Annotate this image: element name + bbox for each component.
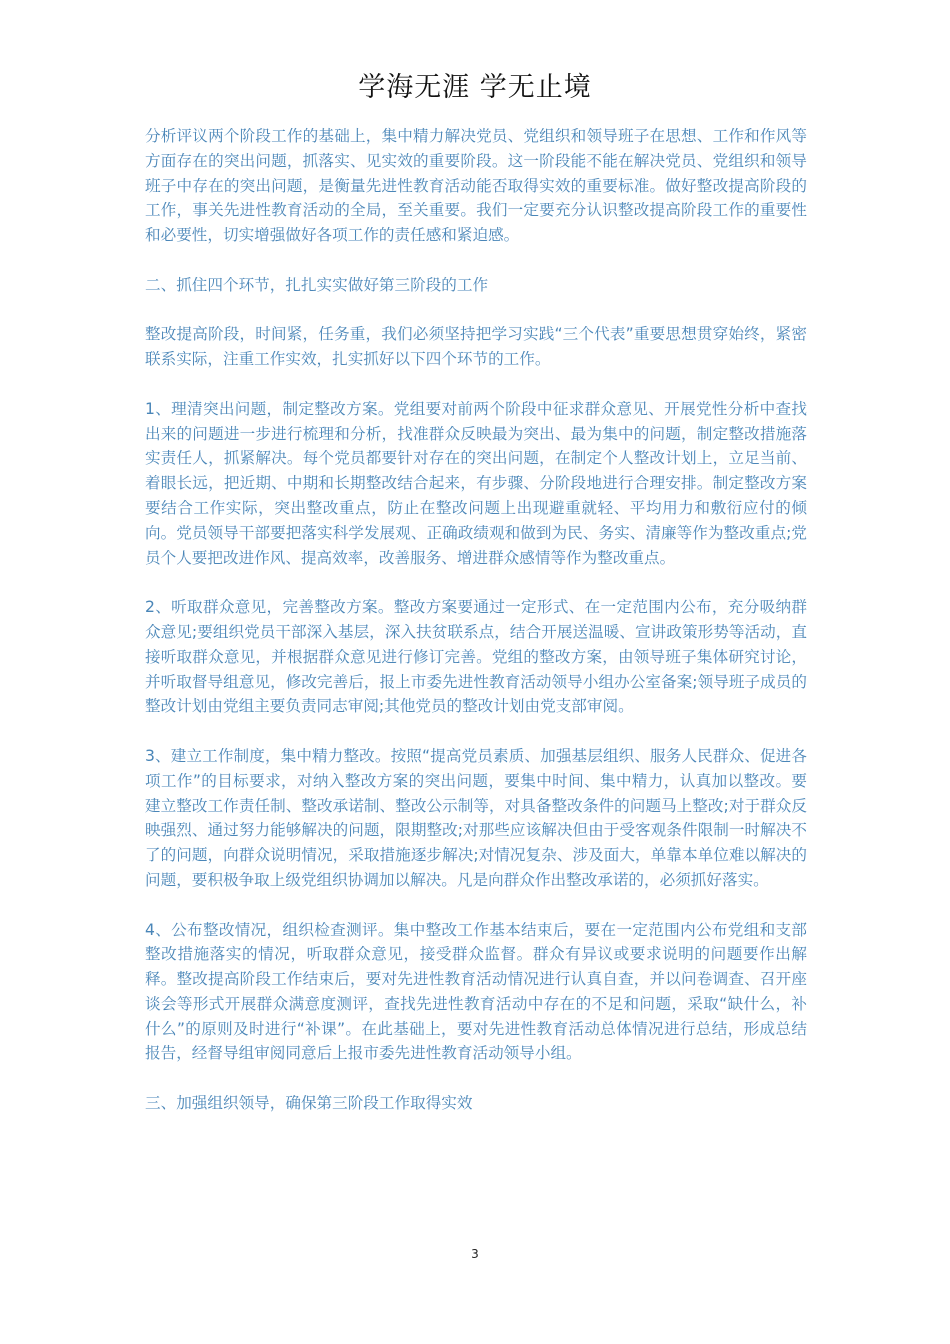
paragraph-section-two-intro: 整改提高阶段，时间紧，任务重，我们必须坚持把学习实践“三个代表”重要思想贯穿始终，紧密联系实际，注重工作实效，扎实抓好以下四个环节的工作。 xyxy=(145,325,807,369)
page-number: 3 xyxy=(471,1247,479,1261)
paragraph-item-1: 1、理清突出问题，制定整改方案。党组要对前两个阶段中征求群众意见、开展党性分析中查找出来的问题进一步进行梳理和分析，找准群众反映最为突出、最为集中的问题，制定整改措施落实责任人，抓紧解决。每个党员都要针对存在的突出问题，在制定个人整改计划上，立足当前、着眼长远，把近期、中期和长期整改结合起来，有步骤、分阶段地进行合理安排。制定整改方案要结合工作实际，突出整改重点，防止在整改问题上出现避重就轻、平均用力和敷衍应付的倾向。党员领导干部要把落实科学发展观、正确政绩观和做到为民、务实、清廉等作为整改重点;党员个人要把改进作风、提高效率，改善服务、增进群众感情等作为整改重点。 xyxy=(145,399,807,567)
document-body xyxy=(145,124,807,1141)
paragraph-item-2: 2、听取群众意见，完善整改方案。整改方案要通过一定形式、在一定范围内公布，充分吸纳群众意见;要组织党员干部深入基层，深入扶贫联系点，结合开展送温暖、宣讲政策形势等活动，直接听取群众意见，并根据群众意见进行修订完善。党组的整改方案，由领导班子集体研究讨论，并听取督导组意见，修改完善后，报上市委先进性教育活动领导小组办公室备案;领导班子成员的整改计划由党组主要负责同志审阅;其他党员的整改计划由党支部审阅。 xyxy=(145,598,807,716)
paragraph-item-4: 4、公布整改情况，组织检查测评。集中整改工作基本结束后，要在一定范围内公布党组和支部整改措施落实的情况，听取群众意见，接受群众监督。群众有异议或要求说明的问题要作出解释。整改提高阶段工作结束后，要对先进性教育活动情况进行认真自查，并以问卷调查、召开座谈会等形式开展群众满意度测评，查找先进性教育活动中存在的不足和问题，采取“缺什么，补什么”的原则及时进行“补课”。在此基础上，要对先进性教育活动总体情况进行总结，形成总结报告，经督导组审阅同意后上报市委先进性教育活动领导小组。 xyxy=(145,920,807,1063)
section-heading-two: 二、抓住四个环节，扎扎实实做好第三阶段的工作 xyxy=(145,275,489,294)
header-title: 学海无涯 学无止境 xyxy=(358,72,592,103)
paragraph-item-3: 3、建立工作制度，集中精力整改。按照“提高党员素质、加强基层组织、服务人民群众、促进各项工作”的目标要求，对纳入整改方案的突出问题，要集中时间、集中精力，认真加以整改。要建立整改工作责任制、整改承诺制、整改公示制等，对具备整改条件的问题马上整改;对于群众反映强烈、通过努力能够解决的问题，限期整改;对那些应该解决但由于受客观条件限制一时解决不了的问题，向群众说明情况，采取措施逐步解决;对情况复杂、涉及面大，单靠本单位难以解决的问题，要积极争取上级党组织协调加以解决。凡是向群众作出整改承诺的，必须抓好落实。 xyxy=(145,746,807,889)
paragraph-intro: 分析评议两个阶段工作的基础上，集中精力解决党员、党组织和领导班子在思想、工作和作风等方面存在的突出问题，抓落实、见实效的重要阶段。这一阶段能不能在解决党员、党组织和领导班子中存在的突出问题，是衡量先进性教育活动能否取得实效的重要标准。做好整改提高阶段的工作，事关先进性教育活动的全局，至关重要。我们一定要充分认识整改提高阶段工作的重要性和必要性，切实增强做好各项工作的责任感和紧迫感。 xyxy=(145,127,807,245)
section-heading-three: 三、加强组织领导，确保第三阶段工作取得实效 xyxy=(145,1094,473,1113)
